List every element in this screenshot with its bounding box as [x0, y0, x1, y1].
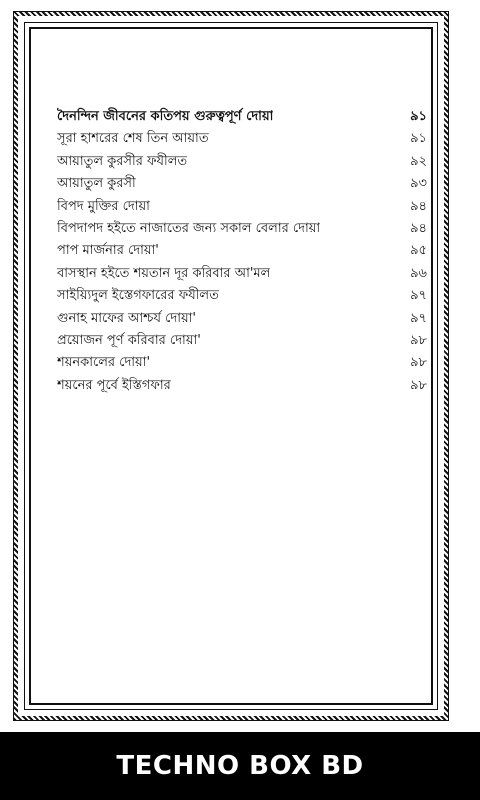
- toc-entry-title: বিপদাপদ হইতে নাজাতের জন্য সকাল বেলার দোয়া: [57, 220, 321, 236]
- toc-entry-page: ৯১: [410, 109, 427, 124]
- toc-entry-page: ৯৬: [410, 265, 427, 281]
- watermark-banner: [0, 732, 480, 800]
- toc-entry: [57, 309, 427, 331]
- toc-entry-title: প্রয়োজন পূর্ণ করিবার দোয়া': [57, 332, 201, 348]
- toc-entry: [57, 107, 427, 129]
- toc-entry-page: ৯৩: [410, 176, 427, 192]
- toc-entry-title: দৈনন্দিন জীবনের কতিপয় গুরুত্বপূর্ণ দোয়া: [57, 109, 274, 124]
- toc-entry: [57, 152, 427, 174]
- toc-entry: [57, 353, 427, 375]
- toc-entry: [57, 264, 427, 286]
- table-of-contents: [57, 107, 427, 398]
- toc-entry-page: ৯৮: [410, 355, 427, 371]
- toc-entry-page: ৯৪: [410, 220, 427, 236]
- toc-entry-title: আয়াতুল কুরসীর ফযীলত: [57, 153, 188, 169]
- toc-entry-page: ৯২: [410, 153, 427, 169]
- toc-entry-title: শয়নকালের দোয়া': [57, 355, 151, 371]
- toc-entry-page: ৯১: [410, 131, 427, 147]
- toc-entry-page: ৯৭: [410, 288, 427, 304]
- ornamental-border: [14, 12, 448, 720]
- toc-entry-page: ৯৪: [410, 198, 427, 214]
- toc-entry: [57, 174, 427, 196]
- toc-entry-title: শয়নের পূর্বে ইস্তিগফার: [57, 377, 171, 393]
- banner-brand-text: TECHNO BOX BD: [116, 751, 364, 781]
- toc-entry-title: সাইয়্যিদুল ইস্তেগফারের ফযীলত: [57, 288, 219, 304]
- toc-entry: [57, 376, 427, 398]
- toc-entry-title: বিপদ মুক্তির দোয়া: [57, 198, 150, 214]
- toc-entry: [57, 129, 427, 151]
- toc-entry-title: গুনাহ মাফের আশ্চর্য দোয়া': [57, 310, 196, 326]
- toc-entry-title: বাসস্থান হইতে শয়তান দূর করিবার আ'মল: [57, 265, 271, 281]
- toc-entry-page: ৯৭: [410, 310, 427, 326]
- toc-entry: [57, 241, 427, 263]
- toc-entry: [57, 219, 427, 241]
- toc-entry-page: ৯৮: [410, 377, 427, 393]
- toc-entry: [57, 331, 427, 353]
- toc-entry-page: ৯৮: [410, 332, 427, 348]
- toc-entry: [57, 286, 427, 308]
- border-line-inner: [29, 27, 433, 705]
- toc-entry-title: পাপ মার্জনার দোয়া': [57, 243, 159, 259]
- toc-entry: [57, 197, 427, 219]
- toc-entry-page: ৯৫: [410, 243, 427, 259]
- toc-entry-title: আয়াতুল কুরসী: [57, 176, 136, 192]
- border-line-middle: [24, 22, 438, 710]
- toc-entry-title: সূরা হাশরের শেষ তিন আয়াত: [57, 131, 209, 147]
